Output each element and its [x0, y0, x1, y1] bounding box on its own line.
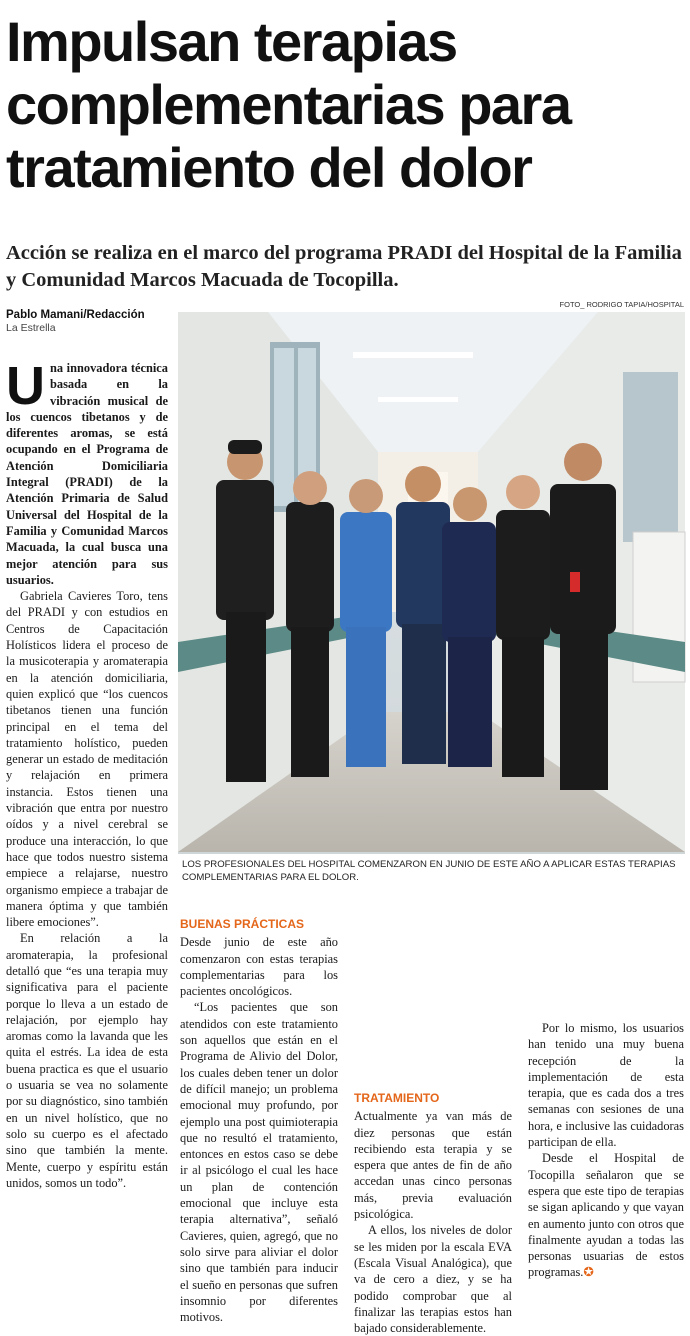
- lead-text: na innovadora técnica basada en la vibración musical de los cuencos tibetanos y de diferentes aromas, se está ocupando en el Programa de Atención Domiciliaria Integral (PRADI) de la Atención Primaria de Salud Universal del Hospital de la Familia y Comunidad Marcos Macuada, la cual busca una mejor atención para sus usuarios.: [6, 361, 168, 587]
- body-paragraph-1: Gabriela Cavieres Toro, tens del PRADI y con estudios en Centros de Capacitación Holísticos lidera el proceso de la musicoterapia y aromaterapia en la atención domiciliaria, quien explicó que “los cuencos tibetanos tienen una función principal en el tema del tratamiento holístico, pueden generar un estado de meditación y relajación en primera instancia. Estos tienen una vibración que entra por nuestro oídos y a nivel cerebral se produce una interacción, lo que hace que todos nuestro sistema empiece a relajarse, nuestro organismo empiece a trabajar de manera óptima y que también libere emociones”.: [6, 589, 168, 930]
- article-column-2b: [180, 906, 338, 1325]
- section-heading-buenas-practicas: BUENAS PRÁCTICAS: [180, 917, 305, 931]
- subheadline: Acción se realiza en el marco del programa PRADI del Hospital de la Familia y Comunidad Marcos Macuada de Tocopilla.: [6, 242, 682, 291]
- drop-cap: U: [6, 356, 45, 416]
- body-paragraph-8: [528, 1150, 684, 1280]
- body-paragraph-4: “Los pacientes que son atendidos con este tratamiento son aquellos que están en el Programa de Alivio del Dolor, los cuales deben tener un dolor de difícil manejo; un problema emocional muy profundo, por ejemplo una post quimioterapia que no resultó el tratamiento, entonces en estos caso se debe ir al psicólogo el cual les hace un plan de contención emocional que incluye esta terapia alternativa”, señaló Cavieres, quien, agregó, que no solo sirve para aliviar el dolor sino que también para inducir el sueño en personas que sufren insomnio por diferentes motivos.: [180, 1000, 338, 1325]
- staff-group-photo: [178, 312, 685, 854]
- lead-paragraph: [6, 356, 168, 588]
- body-paragraph-5: Actualmente ya van más de diez personas que están recibiendo esta terapia y se espera que antes de fin de año accedan unas cinco personas más, previa evaluación psicológica.: [354, 1109, 512, 1222]
- closing-text: Desde el Hospital de Tocopilla señalaron que se espera que este tipo de terapias se sigan aplicando y que vayan en aumento junto con otros que finalmente ayudan a todas las personas usuarias de estos programas.: [528, 1151, 684, 1280]
- photo-credit: FOTO_ RODRIGO TAPIA/HOSPITAL: [559, 300, 684, 309]
- article-column-4: [528, 1020, 684, 1281]
- headline: Impulsan terapias complementarias para tratamiento del dolor: [6, 10, 571, 199]
- outlet-name: La Estrella: [6, 322, 56, 334]
- photo-caption: LOS PROFESIONALES DEL HOSPITAL COMENZARON EN JUNIO DE ESTE AÑO A APLICAR ESTAS TERAPIAS COMPLEMENTARIAS PARA EL DOLOR.: [182, 859, 676, 883]
- body-paragraph-3: Desde junio de este año comenzaron con estas terapias complementarias para los pacientes oncológicos.: [180, 935, 338, 999]
- article-column-1: [6, 356, 168, 1191]
- article-column-3: [354, 1080, 512, 1336]
- body-paragraph-6: A ellos, los niveles de dolor se les miden por la escala EVA (Escala Visual Analógica), que va de cero a diez, y se ha podido comprobar que al finalizar las terapias estos han bajado considerablemente.: [354, 1223, 512, 1336]
- end-mark-icon: ✪: [583, 1265, 594, 1280]
- body-paragraph-2: En relación a la aromaterapia, la profesional detalló que “es una terapia muy significativa para el paciente porque lo lleva a un estado de relajación, por ejemplo hay aromas como la lavanda que les quita el estrés. La idea de esta buena practica es que el usuario o usuaria se vea no solamente por su diagnóstico, sino también en un nivel holístico, que no solo su cuerpo es el afectado sino que también la mente. Mente, cuerpo y espíritu están unidos, somos un todo”.: [6, 931, 168, 1190]
- byline: [6, 309, 176, 334]
- author-name: Pablo Mamani/Redacción: [6, 309, 145, 321]
- section-heading-tratamiento: TRATAMIENTO: [354, 1091, 440, 1105]
- body-paragraph-7: Por lo mismo, los usuarios han tenido una muy buena recepción de la implementación de esta terapia, que es cada dos a tres semanas con sesiones de una hora, e inclusive las cuidadoras participan de ella.: [528, 1021, 684, 1150]
